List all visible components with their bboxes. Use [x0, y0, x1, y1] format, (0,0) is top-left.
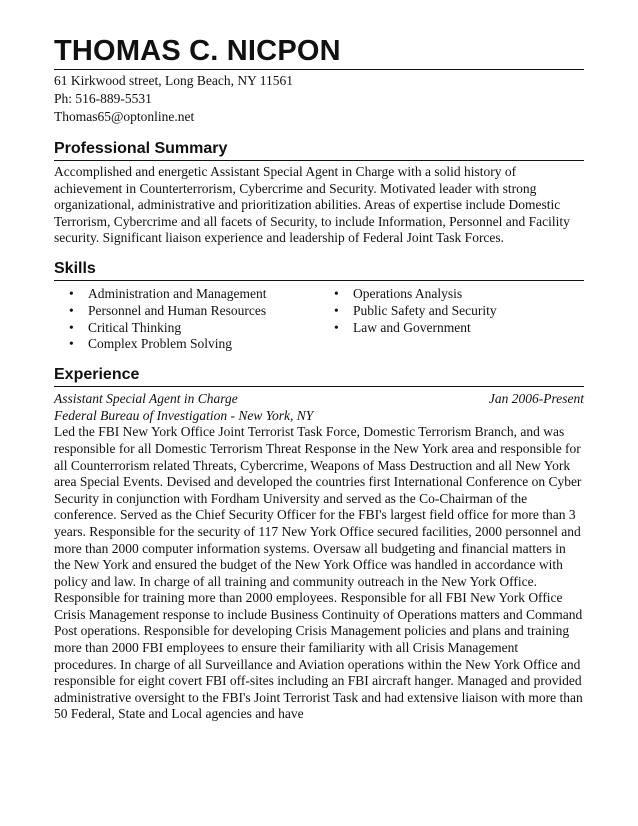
resume-page — [54, 34, 584, 723]
resume-header — [54, 34, 584, 126]
skills-column-2 — [319, 286, 497, 353]
job-header — [54, 391, 584, 408]
section-title-skills: Skills — [54, 259, 584, 281]
bullet-icon: • — [69, 336, 74, 352]
bullet-icon: • — [334, 319, 339, 335]
contact-phone: Ph: 516-889-5531 — [54, 91, 152, 106]
job-employer: Federal Bureau of Investigation - New York, NY — [54, 407, 314, 423]
job-dates: Jan 2006-Present — [488, 391, 584, 407]
skill-item: • Administration and Management — [69, 285, 267, 301]
section-title-summary: Professional Summary — [54, 139, 584, 161]
candidate-name: THOMAS C. NICPON — [54, 34, 584, 70]
skills-list — [54, 286, 584, 353]
skill-item: • Personnel and Human Resources — [69, 302, 267, 318]
bullet-icon: • — [334, 302, 339, 318]
skill-item: • Critical Thinking — [69, 319, 182, 335]
skill-item: • Operations Analysis — [334, 285, 463, 301]
skills-column-1 — [54, 286, 319, 353]
job-description: Led the FBI New York Office Joint Terrorist Task Force, Domestic Terrorism Branch, and was responsible for all Domestic Terrorism Threat Response in the New York area and responsible for all Counterrorism related Threats, Cybercrime, Weapons of Mass Destruction and all New York area Special Events. Devised and developed the countries first International Conference on Cyber Security in conjunction with Fordham University and served as the Co-Chairman of the conference. Served as the Chief Security Officer for the FBI's largest field office for more than 3 years. Responsible for the security of 117 New York Office secured facilities, 2000 personnel and more than 2000 computer information systems. Oversaw all budgeting and financial matters in the New York and ensured the budget of the New York Office was handled in accordance with policy and law. In charge of all training and community outreach in the New York Office. Responsible for training more than 2000 employees. Responsible for all FBI New York Office Crisis Management response to include Business Continuity of Operations matters and Command Post operations. Responsible for developing Crisis Management policies and plans and training more than 2000 FBI employees to ensure their familiarity with all Crisis Management procedures. In charge of all Surveillance and Aviation operations within the New York Office and responsible for eight covert FBI off-sites including an FBI aircraft hanger. Managed and provided administrative oversight to the FBI's Joint Terrorist Task and had extensive liaison with more than 50 Federal, State and Local agencies and have — [54, 424, 583, 722]
contact-info — [54, 72, 584, 126]
job-entry — [54, 391, 584, 723]
skill-item: • Public Safety and Security — [334, 302, 497, 318]
section-title-experience: Experience — [54, 365, 584, 387]
contact-address: 61 Kirkwood street, Long Beach, NY 11561 — [54, 73, 293, 88]
bullet-icon: • — [69, 285, 74, 301]
bullet-icon: • — [69, 319, 74, 335]
skill-item: • Law and Government — [334, 319, 471, 335]
bullet-icon: • — [334, 285, 339, 301]
contact-email: Thomas65@optonline.net — [54, 109, 195, 124]
job-title: Assistant Special Agent in Charge — [54, 391, 238, 407]
section-skills — [54, 259, 584, 353]
summary-text: Accomplished and energetic Assistant Special Agent in Charge with a solid history of achievement in Counterterrorism, Cybercrime and Security. Motivated leader with strong organizational, administrative and prioritization abilities. Areas of expertise include Domestic Terrorism, Cybercrime and all facets of Security, to include Information, Personnel and Facility security. Significant liaison experience and leadership of Federal Joint Task Forces. — [54, 164, 570, 246]
skill-item: • Complex Problem Solving — [69, 336, 233, 352]
bullet-icon: • — [69, 302, 74, 318]
section-experience — [54, 365, 584, 723]
section-professional-summary — [54, 139, 584, 247]
